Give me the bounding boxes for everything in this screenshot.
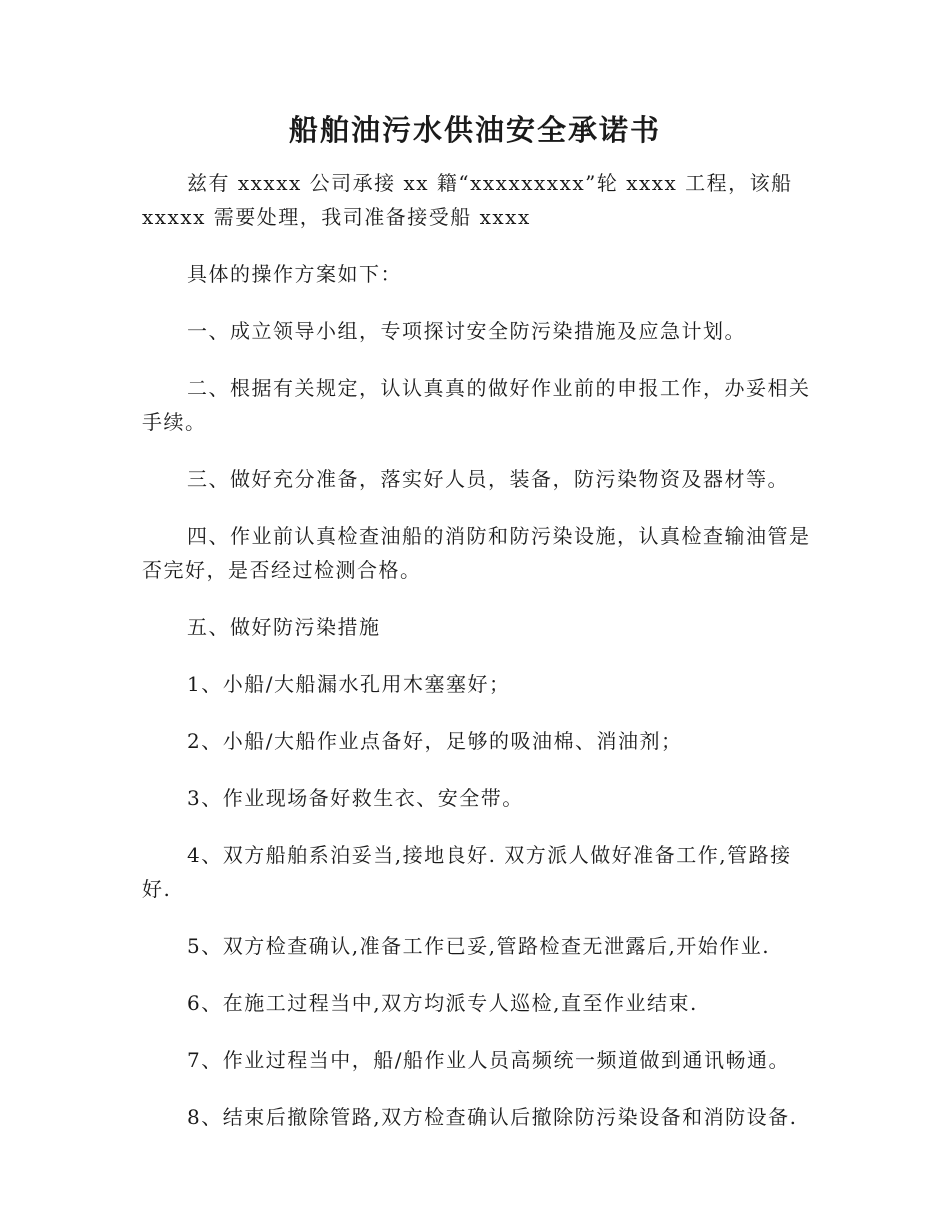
paragraph-item-3: 三、做好充分准备，落实好人员，装备，防污染物资及器材等。	[187, 467, 789, 491]
document-title: 船舶油污水供油安全承诺书	[288, 113, 661, 147]
measure-3: 3、作业现场备好救生衣、安全带。	[187, 786, 524, 810]
document-body	[142, 166, 812, 1157]
measure-1: 1、小船/大船漏水孔用木塞塞好；	[187, 672, 511, 696]
paragraph-plan-heading: 具体的操作方案如下：	[187, 262, 402, 286]
paragraph-item-2: 二、根据有关规定，认认真真的做好作业前的申报工作，办妥相关手续。	[142, 376, 811, 434]
paragraph-item-1: 一、成立领导小组，专项探讨安全防污染措施及应急计划。	[187, 319, 746, 343]
measure-4: 4、双方船舶系泊妥当,接地良好. 双方派人做好准备工作,管路接好.	[142, 843, 792, 901]
paragraph-item-4: 四、作业前认真检查油船的消防和防污染设施，认真检查输油管是否完好，是否经过检测合格。	[142, 524, 811, 582]
measure-5: 5、双方检查确认,准备工作已妥,管路检查无泄露后,开始作业.	[187, 934, 771, 958]
measure-2: 2、小船/大船作业点备好，足够的吸油棉、消油剂；	[187, 729, 683, 753]
paragraph-item-5: 五、做好防污染措施	[187, 615, 381, 639]
measure-7: 7、作业过程当中，船/船作业人员高频统一频道做到通讯畅通。	[187, 1048, 790, 1072]
measure-6: 6、在施工过程当中,双方均派专人巡检,直至作业结束.	[187, 991, 698, 1015]
measure-8: 8、结束后撤除管路,双方检查确认后撤除防污染设备和消防设备.	[187, 1105, 798, 1129]
paragraph-intro: 兹有 xxxxx 公司承接 xx 籍“xxxxxxxxx”轮 xxxx 工程，该船 xxxxx 需要处理，我司准备接受船 xxxx	[142, 171, 793, 229]
